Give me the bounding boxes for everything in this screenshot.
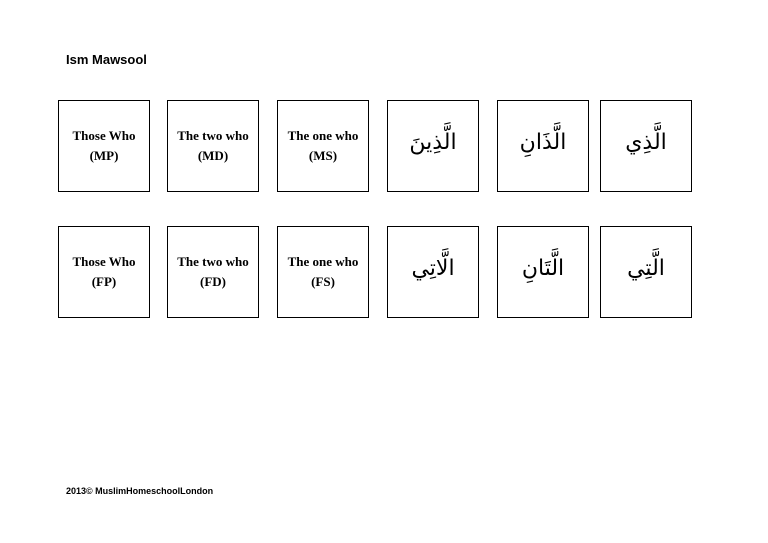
card-the-two-who-fd	[167, 226, 259, 318]
card-english-label: The one who	[287, 128, 359, 143]
card-arabic-alladhaani	[497, 100, 589, 192]
card-arabic-word: الَّذِينَ	[409, 130, 457, 155]
page-title: Ism Mawsool	[66, 52, 147, 67]
card-arabic-word: الَّاتِي	[411, 256, 455, 281]
card-english-label: The one who	[287, 254, 359, 269]
card-english-label: Those Who	[72, 254, 136, 269]
card-arabic-alladhee	[600, 100, 692, 192]
card-arabic-alladheena	[387, 100, 479, 192]
card-category-label: (MP)	[89, 148, 119, 163]
card-category-label: (MS)	[308, 148, 338, 163]
card-category-label: (FS)	[311, 274, 335, 289]
card-arabic-allataani	[497, 226, 589, 318]
card-english-label: The two who	[177, 128, 249, 143]
card-those-who-mp	[58, 100, 150, 192]
card-the-one-who-ms	[277, 100, 369, 192]
card-arabic-allatee	[600, 226, 692, 318]
card-category-label: (MD)	[197, 148, 229, 163]
card-english-label: Those Who	[72, 128, 136, 143]
card-arabic-word: الَّتِي	[627, 256, 665, 281]
card-category-label: (FD)	[200, 274, 226, 289]
copyright-footer: 2013© MuslimHomeschoolLondon	[66, 486, 214, 496]
card-arabic-word: الَّذَانِ	[519, 130, 567, 155]
card-arabic-word: الَّتَانِ	[521, 256, 565, 281]
card-english-label: The two who	[177, 254, 249, 269]
card-arabic-allaatee	[387, 226, 479, 318]
card-the-one-who-fs	[277, 226, 369, 318]
card-those-who-fp	[58, 226, 150, 318]
card-arabic-word: الَّذِي	[625, 130, 667, 155]
card-category-label: (FP)	[91, 274, 117, 289]
card-the-two-who-md	[167, 100, 259, 192]
